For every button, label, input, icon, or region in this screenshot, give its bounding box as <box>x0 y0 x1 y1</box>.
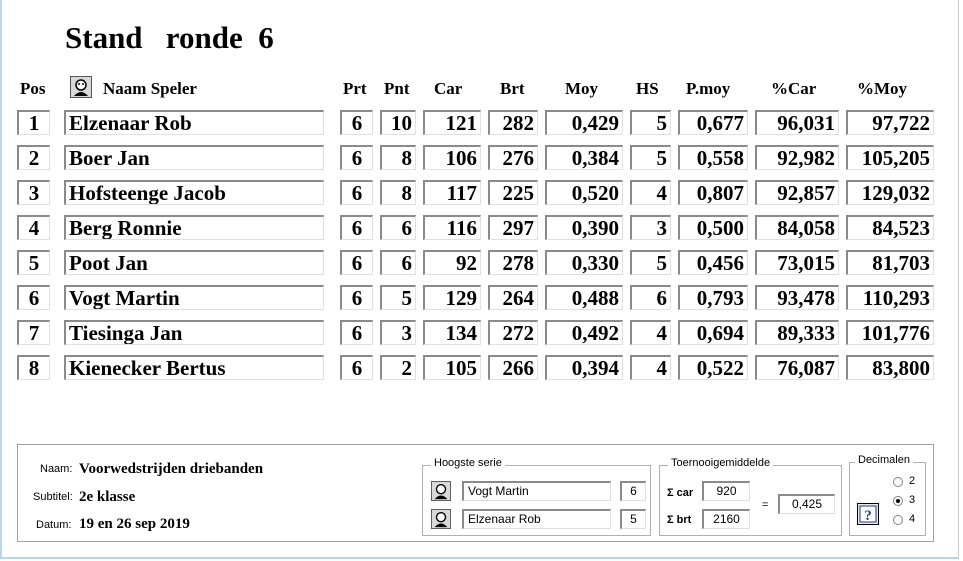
hoogste-serie-value-1: 6 <box>620 481 646 501</box>
cell-pos: 4 <box>17 215 50 240</box>
cell-pmoyp: 83,800 <box>846 355 934 380</box>
cell-pmoy: 0,456 <box>678 250 748 275</box>
cell-prt: 6 <box>340 110 373 135</box>
cell-pcar: 96,031 <box>755 110 839 135</box>
cell-pnt: 6 <box>380 215 416 240</box>
cell-brt: 278 <box>488 250 538 275</box>
cell-moy: 0,384 <box>545 145 623 170</box>
cell-brt: 276 <box>488 145 538 170</box>
cell-brt: 264 <box>488 285 538 310</box>
cell-pmoy: 0,500 <box>678 215 748 240</box>
cell-name: Tiesinga Jan <box>64 320 324 345</box>
cell-pnt: 3 <box>380 320 416 345</box>
cell-hs: 5 <box>630 110 671 135</box>
cell-hs: 4 <box>630 320 671 345</box>
sum-brt-label: Σ brt <box>667 514 692 526</box>
cell-pnt: 5 <box>380 285 416 310</box>
hoogste-serie-name-1: Vogt Martin <box>462 481 611 501</box>
header-car: Car <box>434 79 463 98</box>
header-pos: Pos <box>20 79 46 98</box>
cell-name: Boer Jan <box>64 145 324 170</box>
cell-hs: 6 <box>630 285 671 310</box>
datum-label: Datum: <box>36 519 72 531</box>
cell-pcar: 92,982 <box>755 145 839 170</box>
cell-pnt: 6 <box>380 250 416 275</box>
cell-prt: 6 <box>340 145 373 170</box>
hoogste-serie-title: Hoogste serie <box>431 457 505 469</box>
decimalen-radio-2[interactable] <box>893 477 903 487</box>
help-question-icon[interactable] <box>857 503 879 525</box>
cell-car: 105 <box>423 355 481 380</box>
cell-pmoy: 0,522 <box>678 355 748 380</box>
cell-brt: 266 <box>488 355 538 380</box>
cell-car: 121 <box>423 110 481 135</box>
cell-name: Elzenaar Rob <box>64 110 324 135</box>
cell-pmoy: 0,558 <box>678 145 748 170</box>
cell-moy: 0,330 <box>545 250 623 275</box>
cell-pos: 3 <box>17 180 50 205</box>
header-pmoy: P.moy <box>686 79 731 98</box>
decimalen-radio-4[interactable] <box>893 515 903 525</box>
cell-pcar: 76,087 <box>755 355 839 380</box>
cell-car: 106 <box>423 145 481 170</box>
header-moy: Moy <box>565 79 599 98</box>
cell-brt: 225 <box>488 180 538 205</box>
header-hs: HS <box>636 79 659 98</box>
svg-text:?: ? <box>864 508 872 524</box>
subtitel-label: Subtitel: <box>33 491 73 503</box>
sum-brt-value: 2160 <box>702 509 750 529</box>
cell-brt: 297 <box>488 215 538 240</box>
cell-pmoy: 0,694 <box>678 320 748 345</box>
cell-name: Kienecker Bertus <box>64 355 324 380</box>
cell-moy: 0,488 <box>545 285 623 310</box>
decimalen-option-3: 3 <box>909 494 916 506</box>
cell-moy: 0,390 <box>545 215 623 240</box>
hoogste-serie-value-2: 5 <box>620 509 646 529</box>
cell-pmoyp: 81,703 <box>846 250 934 275</box>
cell-pos: 2 <box>17 145 50 170</box>
cell-pmoyp: 101,776 <box>846 320 934 345</box>
cell-car: 92 <box>423 250 481 275</box>
cell-prt: 6 <box>340 320 373 345</box>
naam-value: Voorwedstrijden driebanden <box>79 461 264 477</box>
cell-pos: 8 <box>17 355 50 380</box>
player-portrait-icon <box>431 509 451 529</box>
cell-hs: 4 <box>630 355 671 380</box>
cell-prt: 6 <box>340 355 373 380</box>
cell-pmoy: 0,677 <box>678 110 748 135</box>
cell-pmoyp: 84,523 <box>846 215 934 240</box>
sum-car-label: Σ car <box>667 487 694 499</box>
cell-pos: 6 <box>17 285 50 310</box>
page-title: Stand ronde 6 <box>65 20 274 55</box>
cell-name: Berg Ronnie <box>64 215 324 240</box>
cell-moy: 0,429 <box>545 110 623 135</box>
cell-hs: 5 <box>630 250 671 275</box>
cell-moy: 0,492 <box>545 320 623 345</box>
cell-pcar: 73,015 <box>755 250 839 275</box>
cell-hs: 3 <box>630 215 671 240</box>
cell-prt: 6 <box>340 180 373 205</box>
cell-pmoy: 0,807 <box>678 180 748 205</box>
cell-pmoyp: 110,293 <box>846 285 934 310</box>
cell-pnt: 8 <box>380 145 416 170</box>
cell-hs: 4 <box>630 180 671 205</box>
cell-pnt: 8 <box>380 180 416 205</box>
cell-prt: 6 <box>340 285 373 310</box>
decimalen-radio-3[interactable] <box>893 496 903 506</box>
cell-pcar: 93,478 <box>755 285 839 310</box>
cell-hs: 5 <box>630 145 671 170</box>
cell-pcar: 89,333 <box>755 320 839 345</box>
player-portrait-icon <box>70 76 92 98</box>
cell-car: 134 <box>423 320 481 345</box>
subtitel-value: 2e klasse <box>79 489 136 505</box>
cell-name: Hofsteenge Jacob <box>64 180 324 205</box>
cell-pos: 7 <box>17 320 50 345</box>
cell-brt: 282 <box>488 110 538 135</box>
toernooi-result: 0,425 <box>778 494 835 514</box>
hoogste-serie-name-2: Elzenaar Rob <box>462 509 611 529</box>
equals-sign: = <box>762 499 769 511</box>
cell-pos: 1 <box>17 110 50 135</box>
decimalen-option-2: 2 <box>909 475 916 487</box>
decimalen-title: Decimalen <box>855 454 913 466</box>
decimalen-option-4: 4 <box>909 513 916 525</box>
cell-prt: 6 <box>340 215 373 240</box>
cell-pcar: 84,058 <box>755 215 839 240</box>
cell-brt: 272 <box>488 320 538 345</box>
cell-moy: 0,520 <box>545 180 623 205</box>
cell-pmoyp: 97,722 <box>846 110 934 135</box>
header-brt: Brt <box>500 79 525 98</box>
cell-pmoy: 0,793 <box>678 285 748 310</box>
cell-pos: 5 <box>17 250 50 275</box>
header-pct-moy: %Moy <box>857 79 908 98</box>
cell-pmoyp: 105,205 <box>846 145 934 170</box>
sum-car-value: 920 <box>702 481 750 501</box>
naam-label: Naam: <box>40 463 73 475</box>
cell-pnt: 2 <box>380 355 416 380</box>
cell-name: Vogt Martin <box>64 285 324 310</box>
cell-car: 116 <box>423 215 481 240</box>
header-name: Naam Speler <box>103 79 197 98</box>
player-portrait-icon <box>431 481 451 501</box>
cell-prt: 6 <box>340 250 373 275</box>
cell-car: 117 <box>423 180 481 205</box>
header-pct-car: %Car <box>771 79 817 98</box>
header-prt: Prt <box>343 79 367 98</box>
cell-car: 129 <box>423 285 481 310</box>
toernooi-title: Toernooigemiddelde <box>668 457 773 469</box>
cell-pmoyp: 129,032 <box>846 180 934 205</box>
cell-name: Poot Jan <box>64 250 324 275</box>
header-pnt: Pnt <box>384 79 410 98</box>
cell-pnt: 10 <box>380 110 416 135</box>
cell-pcar: 92,857 <box>755 180 839 205</box>
datum-value: 19 en 26 sep 2019 <box>79 516 190 532</box>
cell-moy: 0,394 <box>545 355 623 380</box>
